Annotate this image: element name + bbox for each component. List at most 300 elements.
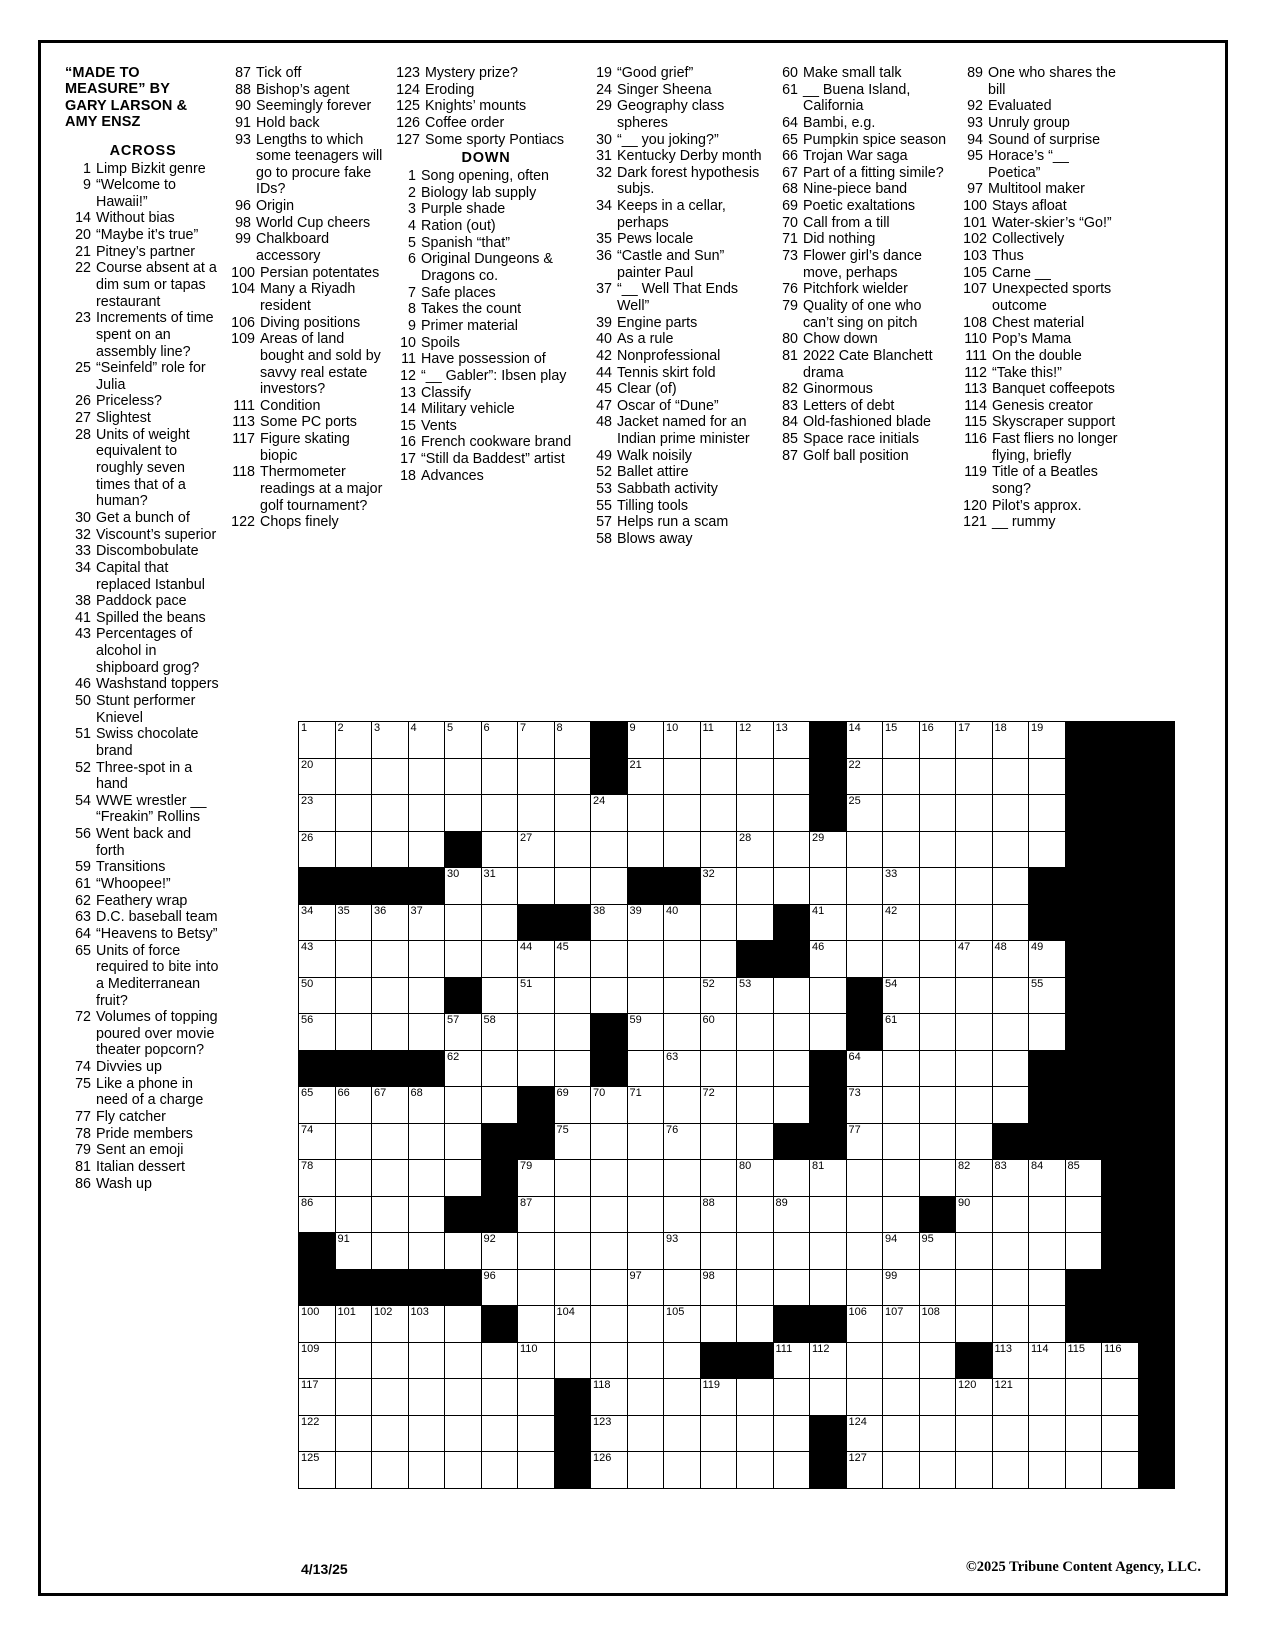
- grid-cell[interactable]: [883, 1196, 920, 1233]
- grid-cell[interactable]: [664, 1306, 701, 1343]
- grid-cell[interactable]: [1029, 1306, 1066, 1343]
- grid-cell[interactable]: [737, 831, 774, 868]
- grid-cell[interactable]: [299, 722, 336, 759]
- grid-cell[interactable]: [956, 1233, 993, 1270]
- grid-cell[interactable]: [554, 1306, 591, 1343]
- grid-cell[interactable]: [627, 1087, 664, 1124]
- grid-cell[interactable]: [554, 1342, 591, 1379]
- grid-cell[interactable]: [956, 1014, 993, 1051]
- grid-cell[interactable]: [846, 758, 883, 795]
- grid-cell[interactable]: [992, 1379, 1029, 1416]
- grid-cell[interactable]: [919, 904, 956, 941]
- grid-cell[interactable]: [810, 941, 847, 978]
- grid-cell[interactable]: [627, 831, 664, 868]
- grid-cell[interactable]: [408, 941, 445, 978]
- grid-cell[interactable]: [883, 941, 920, 978]
- grid-cell[interactable]: [445, 1050, 482, 1087]
- grid-cell[interactable]: [992, 1306, 1029, 1343]
- grid-cell[interactable]: [956, 722, 993, 759]
- grid-cell[interactable]: [481, 722, 518, 759]
- grid-cell[interactable]: [810, 1379, 847, 1416]
- grid-cell[interactable]: [372, 941, 409, 978]
- grid-cell[interactable]: [445, 758, 482, 795]
- grid-cell[interactable]: [919, 1123, 956, 1160]
- grid-cell[interactable]: [700, 722, 737, 759]
- grid-cell[interactable]: [481, 1269, 518, 1306]
- grid-cell[interactable]: [299, 831, 336, 868]
- grid-cell[interactable]: [591, 1342, 628, 1379]
- grid-cell[interactable]: [919, 1452, 956, 1489]
- grid-cell[interactable]: [481, 1050, 518, 1087]
- grid-cell[interactable]: [372, 831, 409, 868]
- grid-cell[interactable]: [664, 831, 701, 868]
- grid-cell[interactable]: [846, 1160, 883, 1197]
- grid-cell[interactable]: [664, 1379, 701, 1416]
- grid-cell[interactable]: [919, 1415, 956, 1452]
- grid-cell[interactable]: [335, 1306, 372, 1343]
- grid-cell[interactable]: [846, 831, 883, 868]
- grid-cell[interactable]: [335, 722, 372, 759]
- grid-cell[interactable]: [883, 977, 920, 1014]
- grid-cell[interactable]: [919, 868, 956, 905]
- grid-cell[interactable]: [846, 1050, 883, 1087]
- grid-cell[interactable]: [664, 1160, 701, 1197]
- grid-cell[interactable]: [992, 1269, 1029, 1306]
- grid-cell[interactable]: [883, 904, 920, 941]
- grid-cell[interactable]: [846, 1306, 883, 1343]
- grid-cell[interactable]: [846, 1452, 883, 1489]
- grid-cell[interactable]: [883, 1087, 920, 1124]
- grid-cell[interactable]: [883, 1160, 920, 1197]
- grid-cell[interactable]: [1029, 1379, 1066, 1416]
- grid-cell[interactable]: [627, 795, 664, 832]
- grid-cell[interactable]: [1065, 1342, 1102, 1379]
- grid-cell[interactable]: [700, 758, 737, 795]
- grid-cell[interactable]: [992, 795, 1029, 832]
- grid-cell[interactable]: [1102, 1379, 1139, 1416]
- grid-cell[interactable]: [591, 1379, 628, 1416]
- grid-cell[interactable]: [992, 977, 1029, 1014]
- grid-cell[interactable]: [591, 941, 628, 978]
- grid-cell[interactable]: [518, 941, 555, 978]
- grid-cell[interactable]: [883, 1415, 920, 1452]
- grid-cell[interactable]: [992, 758, 1029, 795]
- grid-cell[interactable]: [1065, 1160, 1102, 1197]
- grid-cell[interactable]: [627, 1306, 664, 1343]
- grid-cell[interactable]: [700, 1415, 737, 1452]
- grid-cell[interactable]: [627, 1160, 664, 1197]
- grid-cell[interactable]: [1102, 1452, 1139, 1489]
- grid-cell[interactable]: [372, 1379, 409, 1416]
- grid-cell[interactable]: [919, 1342, 956, 1379]
- grid-cell[interactable]: [518, 1306, 555, 1343]
- grid-cell[interactable]: [992, 1342, 1029, 1379]
- grid-cell[interactable]: [1065, 1452, 1102, 1489]
- grid-cell[interactable]: [591, 831, 628, 868]
- grid-cell[interactable]: [737, 1452, 774, 1489]
- grid-cell[interactable]: [737, 758, 774, 795]
- grid-cell[interactable]: [554, 1196, 591, 1233]
- grid-cell[interactable]: [664, 1342, 701, 1379]
- grid-cell[interactable]: [299, 977, 336, 1014]
- grid-cell[interactable]: [846, 1123, 883, 1160]
- grid-cell[interactable]: [372, 1452, 409, 1489]
- grid-cell[interactable]: [992, 1452, 1029, 1489]
- grid-cell[interactable]: [372, 1123, 409, 1160]
- grid-cell[interactable]: [554, 722, 591, 759]
- grid-cell[interactable]: [956, 1452, 993, 1489]
- grid-cell[interactable]: [481, 1233, 518, 1270]
- grid-cell[interactable]: [335, 831, 372, 868]
- grid-cell[interactable]: [1029, 1269, 1066, 1306]
- grid-cell[interactable]: [700, 1196, 737, 1233]
- grid-cell[interactable]: [408, 1014, 445, 1051]
- crossword-grid[interactable]: [298, 721, 1175, 1489]
- grid-cell[interactable]: [992, 1087, 1029, 1124]
- grid-cell[interactable]: [372, 1415, 409, 1452]
- grid-cell[interactable]: [1029, 977, 1066, 1014]
- grid-cell[interactable]: [408, 977, 445, 1014]
- grid-cell[interactable]: [664, 1050, 701, 1087]
- grid-cell[interactable]: [810, 1014, 847, 1051]
- grid-cell[interactable]: [408, 1452, 445, 1489]
- grid-cell[interactable]: [1029, 1014, 1066, 1051]
- grid-cell[interactable]: [773, 795, 810, 832]
- grid-cell[interactable]: [883, 722, 920, 759]
- grid-cell[interactable]: [627, 1050, 664, 1087]
- grid-cell[interactable]: [664, 758, 701, 795]
- grid-cell[interactable]: [372, 722, 409, 759]
- grid-cell[interactable]: [664, 1269, 701, 1306]
- grid-cell[interactable]: [335, 1196, 372, 1233]
- grid-cell[interactable]: [518, 1196, 555, 1233]
- grid-cell[interactable]: [518, 1233, 555, 1270]
- grid-cell[interactable]: [481, 831, 518, 868]
- grid-cell[interactable]: [883, 1452, 920, 1489]
- grid-cell[interactable]: [554, 868, 591, 905]
- grid-cell[interactable]: [700, 1160, 737, 1197]
- grid-cell[interactable]: [408, 1306, 445, 1343]
- grid-cell[interactable]: [408, 1415, 445, 1452]
- grid-cell[interactable]: [664, 1014, 701, 1051]
- grid-cell[interactable]: [445, 1452, 482, 1489]
- grid-cell[interactable]: [408, 1379, 445, 1416]
- grid-cell[interactable]: [554, 1160, 591, 1197]
- grid-cell[interactable]: [773, 1415, 810, 1452]
- grid-cell[interactable]: [445, 1233, 482, 1270]
- grid-cell[interactable]: [773, 1014, 810, 1051]
- grid-cell[interactable]: [737, 1160, 774, 1197]
- grid-cell[interactable]: [773, 1342, 810, 1379]
- grid-cell[interactable]: [518, 795, 555, 832]
- grid-cell[interactable]: [299, 1379, 336, 1416]
- grid-cell[interactable]: [773, 1087, 810, 1124]
- grid-cell[interactable]: [737, 1269, 774, 1306]
- grid-cell[interactable]: [956, 831, 993, 868]
- grid-cell[interactable]: [883, 1379, 920, 1416]
- grid-cell[interactable]: [335, 1379, 372, 1416]
- grid-cell[interactable]: [664, 795, 701, 832]
- grid-cell[interactable]: [335, 1014, 372, 1051]
- grid-cell[interactable]: [518, 1415, 555, 1452]
- grid-cell[interactable]: [883, 795, 920, 832]
- grid-cell[interactable]: [664, 1123, 701, 1160]
- grid-cell[interactable]: [518, 1342, 555, 1379]
- grid-cell[interactable]: [1029, 722, 1066, 759]
- grid-cell[interactable]: [846, 1342, 883, 1379]
- grid-cell[interactable]: [1029, 1233, 1066, 1270]
- grid-cell[interactable]: [956, 1269, 993, 1306]
- grid-cell[interactable]: [591, 904, 628, 941]
- grid-cell[interactable]: [518, 831, 555, 868]
- grid-cell[interactable]: [299, 1014, 336, 1051]
- grid-cell[interactable]: [773, 1160, 810, 1197]
- grid-cell[interactable]: [664, 941, 701, 978]
- grid-cell[interactable]: [1065, 1415, 1102, 1452]
- grid-cell[interactable]: [846, 941, 883, 978]
- grid-cell[interactable]: [1029, 1415, 1066, 1452]
- grid-cell[interactable]: [627, 904, 664, 941]
- grid-cell[interactable]: [627, 758, 664, 795]
- grid-cell[interactable]: [372, 795, 409, 832]
- grid-cell[interactable]: [664, 1415, 701, 1452]
- grid-cell[interactable]: [518, 1050, 555, 1087]
- grid-cell[interactable]: [956, 1306, 993, 1343]
- grid-cell[interactable]: [299, 904, 336, 941]
- grid-cell[interactable]: [518, 868, 555, 905]
- grid-cell[interactable]: [956, 1123, 993, 1160]
- grid-cell[interactable]: [992, 1160, 1029, 1197]
- grid-cell[interactable]: [445, 1160, 482, 1197]
- grid-cell[interactable]: [445, 904, 482, 941]
- grid-cell[interactable]: [956, 1379, 993, 1416]
- grid-cell[interactable]: [445, 941, 482, 978]
- grid-cell[interactable]: [956, 868, 993, 905]
- grid-cell[interactable]: [700, 868, 737, 905]
- grid-cell[interactable]: [810, 1196, 847, 1233]
- grid-cell[interactable]: [445, 1379, 482, 1416]
- grid-cell[interactable]: [554, 1087, 591, 1124]
- grid-cell[interactable]: [1065, 1233, 1102, 1270]
- grid-cell[interactable]: [700, 904, 737, 941]
- grid-cell[interactable]: [700, 1269, 737, 1306]
- grid-cell[interactable]: [664, 1087, 701, 1124]
- grid-cell[interactable]: [372, 1196, 409, 1233]
- grid-cell[interactable]: [700, 831, 737, 868]
- grid-cell[interactable]: [773, 1269, 810, 1306]
- grid-cell[interactable]: [554, 795, 591, 832]
- grid-cell[interactable]: [518, 1160, 555, 1197]
- grid-cell[interactable]: [773, 722, 810, 759]
- grid-cell[interactable]: [700, 941, 737, 978]
- grid-cell[interactable]: [1029, 941, 1066, 978]
- grid-cell[interactable]: [481, 941, 518, 978]
- grid-cell[interactable]: [1029, 1196, 1066, 1233]
- grid-cell[interactable]: [481, 1087, 518, 1124]
- grid-cell[interactable]: [518, 977, 555, 1014]
- grid-cell[interactable]: [1065, 1379, 1102, 1416]
- grid-cell[interactable]: [1102, 1415, 1139, 1452]
- grid-cell[interactable]: [372, 1233, 409, 1270]
- grid-cell[interactable]: [335, 977, 372, 1014]
- grid-cell[interactable]: [992, 831, 1029, 868]
- grid-cell[interactable]: [627, 1415, 664, 1452]
- grid-cell[interactable]: [737, 1196, 774, 1233]
- grid-cell[interactable]: [919, 1306, 956, 1343]
- grid-cell[interactable]: [919, 1233, 956, 1270]
- grid-cell[interactable]: [445, 868, 482, 905]
- grid-cell[interactable]: [700, 1306, 737, 1343]
- grid-cell[interactable]: [700, 1233, 737, 1270]
- grid-cell[interactable]: [627, 1014, 664, 1051]
- grid-cell[interactable]: [846, 904, 883, 941]
- grid-cell[interactable]: [956, 795, 993, 832]
- grid-cell[interactable]: [481, 977, 518, 1014]
- grid-cell[interactable]: [737, 1123, 774, 1160]
- grid-cell[interactable]: [773, 831, 810, 868]
- grid-cell[interactable]: [846, 795, 883, 832]
- grid-cell[interactable]: [408, 1087, 445, 1124]
- grid-cell[interactable]: [335, 1415, 372, 1452]
- grid-cell[interactable]: [883, 1014, 920, 1051]
- grid-cell[interactable]: [883, 1123, 920, 1160]
- grid-cell[interactable]: [956, 1050, 993, 1087]
- grid-cell[interactable]: [846, 1196, 883, 1233]
- grid-cell[interactable]: [554, 1123, 591, 1160]
- grid-cell[interactable]: [554, 758, 591, 795]
- grid-cell[interactable]: [846, 722, 883, 759]
- grid-cell[interactable]: [627, 1123, 664, 1160]
- grid-cell[interactable]: [846, 1269, 883, 1306]
- grid-cell[interactable]: [956, 941, 993, 978]
- grid-cell[interactable]: [919, 831, 956, 868]
- grid-cell[interactable]: [992, 722, 1029, 759]
- grid-cell[interactable]: [700, 1014, 737, 1051]
- grid-cell[interactable]: [408, 904, 445, 941]
- grid-cell[interactable]: [445, 722, 482, 759]
- grid-cell[interactable]: [737, 722, 774, 759]
- grid-cell[interactable]: [299, 1123, 336, 1160]
- grid-cell[interactable]: [773, 1452, 810, 1489]
- grid-cell[interactable]: [481, 1342, 518, 1379]
- grid-cell[interactable]: [627, 1233, 664, 1270]
- grid-cell[interactable]: [664, 1452, 701, 1489]
- grid-cell[interactable]: [372, 1087, 409, 1124]
- grid-cell[interactable]: [335, 904, 372, 941]
- grid-cell[interactable]: [481, 1014, 518, 1051]
- grid-cell[interactable]: [445, 1087, 482, 1124]
- grid-cell[interactable]: [992, 1233, 1029, 1270]
- grid-cell[interactable]: [810, 868, 847, 905]
- grid-cell[interactable]: [445, 1415, 482, 1452]
- grid-cell[interactable]: [992, 868, 1029, 905]
- grid-cell[interactable]: [372, 977, 409, 1014]
- grid-cell[interactable]: [408, 1123, 445, 1160]
- grid-cell[interactable]: [737, 1415, 774, 1452]
- grid-cell[interactable]: [299, 1452, 336, 1489]
- grid-cell[interactable]: [1065, 1196, 1102, 1233]
- grid-cell[interactable]: [408, 1196, 445, 1233]
- grid-cell[interactable]: [883, 1233, 920, 1270]
- grid-cell[interactable]: [299, 1306, 336, 1343]
- grid-cell[interactable]: [518, 722, 555, 759]
- grid-cell[interactable]: [773, 868, 810, 905]
- grid-cell[interactable]: [846, 1379, 883, 1416]
- grid-cell[interactable]: [737, 1233, 774, 1270]
- grid-cell[interactable]: [664, 904, 701, 941]
- grid-cell[interactable]: [372, 1342, 409, 1379]
- grid-cell[interactable]: [846, 1233, 883, 1270]
- grid-cell[interactable]: [737, 1379, 774, 1416]
- grid-cell[interactable]: [372, 1306, 409, 1343]
- grid-cell[interactable]: [591, 795, 628, 832]
- grid-cell[interactable]: [773, 977, 810, 1014]
- grid-cell[interactable]: [773, 1379, 810, 1416]
- grid-cell[interactable]: [591, 1269, 628, 1306]
- grid-cell[interactable]: [992, 1415, 1029, 1452]
- grid-cell[interactable]: [810, 1269, 847, 1306]
- grid-cell[interactable]: [335, 1342, 372, 1379]
- grid-cell[interactable]: [445, 1306, 482, 1343]
- grid-cell[interactable]: [627, 722, 664, 759]
- grid-cell[interactable]: [299, 1196, 336, 1233]
- grid-cell[interactable]: [846, 1087, 883, 1124]
- grid-cell[interactable]: [810, 831, 847, 868]
- grid-cell[interactable]: [554, 941, 591, 978]
- grid-cell[interactable]: [883, 1306, 920, 1343]
- grid-cell[interactable]: [627, 1269, 664, 1306]
- grid-cell[interactable]: [591, 977, 628, 1014]
- grid-cell[interactable]: [883, 1050, 920, 1087]
- grid-cell[interactable]: [372, 758, 409, 795]
- grid-cell[interactable]: [591, 1196, 628, 1233]
- grid-cell[interactable]: [591, 1306, 628, 1343]
- grid-cell[interactable]: [956, 977, 993, 1014]
- grid-cell[interactable]: [299, 795, 336, 832]
- grid-cell[interactable]: [591, 1087, 628, 1124]
- grid-cell[interactable]: [810, 1342, 847, 1379]
- grid-cell[interactable]: [1029, 1342, 1066, 1379]
- grid-cell[interactable]: [664, 722, 701, 759]
- grid-cell[interactable]: [481, 868, 518, 905]
- grid-cell[interactable]: [737, 1050, 774, 1087]
- grid-cell[interactable]: [554, 831, 591, 868]
- grid-cell[interactable]: [919, 1269, 956, 1306]
- grid-cell[interactable]: [408, 1342, 445, 1379]
- grid-cell[interactable]: [810, 1233, 847, 1270]
- grid-cell[interactable]: [956, 1415, 993, 1452]
- grid-cell[interactable]: [956, 1087, 993, 1124]
- grid-cell[interactable]: [445, 795, 482, 832]
- grid-cell[interactable]: [335, 758, 372, 795]
- grid-cell[interactable]: [919, 941, 956, 978]
- grid-cell[interactable]: [992, 941, 1029, 978]
- grid-cell[interactable]: [700, 1452, 737, 1489]
- grid-cell[interactable]: [372, 1160, 409, 1197]
- grid-cell[interactable]: [992, 1196, 1029, 1233]
- grid-cell[interactable]: [664, 1233, 701, 1270]
- grid-cell[interactable]: [518, 1452, 555, 1489]
- grid-cell[interactable]: [518, 758, 555, 795]
- grid-cell[interactable]: [518, 1269, 555, 1306]
- grid-cell[interactable]: [554, 1269, 591, 1306]
- grid-cell[interactable]: [408, 758, 445, 795]
- grid-cell[interactable]: [919, 1160, 956, 1197]
- grid-cell[interactable]: [737, 977, 774, 1014]
- grid-cell[interactable]: [810, 977, 847, 1014]
- grid-cell[interactable]: [481, 795, 518, 832]
- grid-cell[interactable]: [773, 758, 810, 795]
